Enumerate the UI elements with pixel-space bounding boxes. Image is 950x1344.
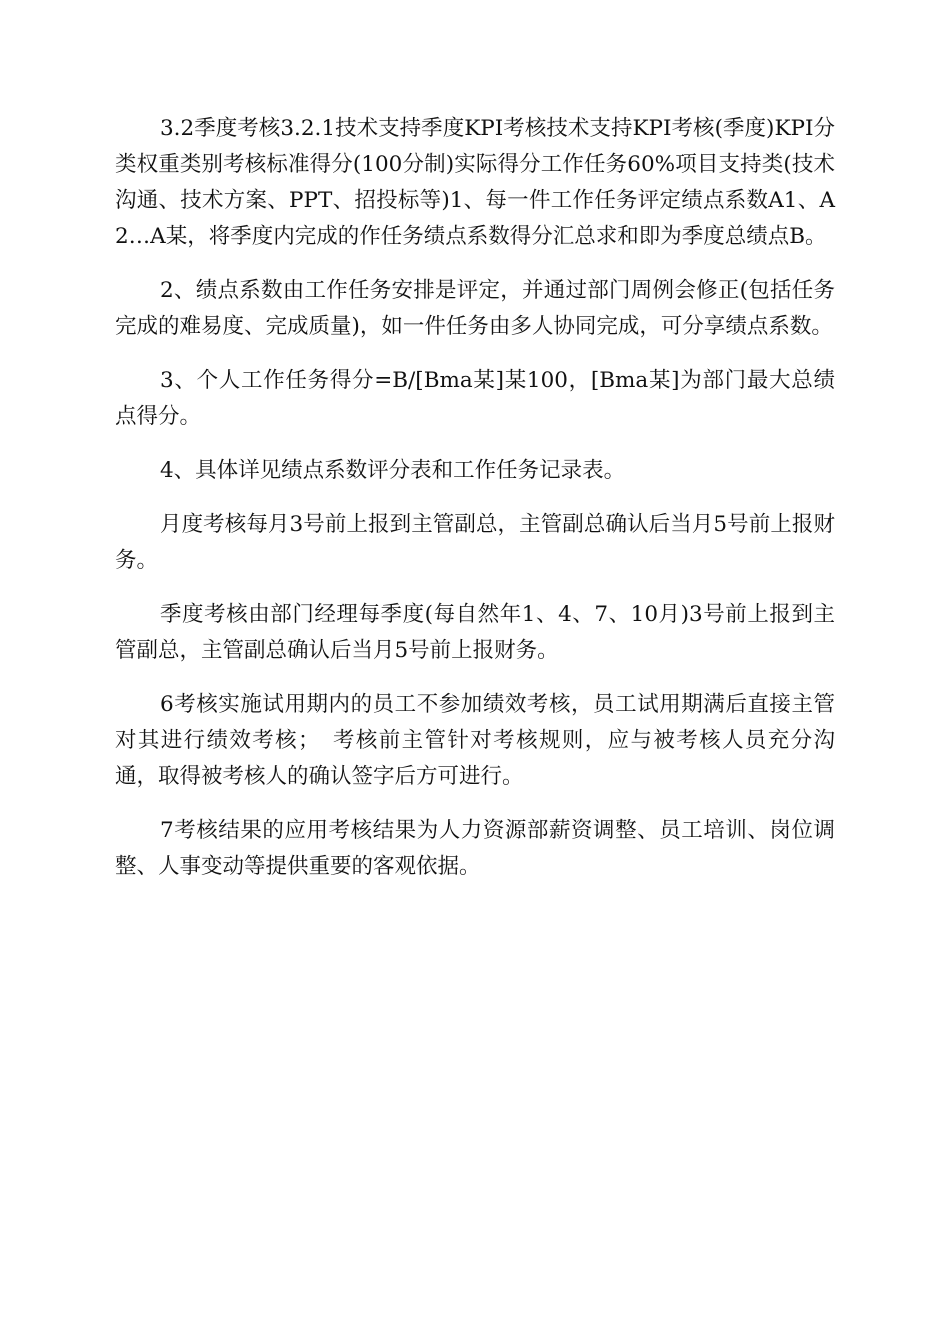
- document-body: [115, 111, 835, 903]
- paragraph-monthly-report: 月度考核每月3号前上报到主管副总，主管副总确认后当月5号前上报财务。: [115, 512, 835, 573]
- paragraph-quarterly-kpi: 3.2季度考核3.2.1技术支持季度KPI考核技术支持KPI考核(季度)KPI分类权重类别考核标准得分(100分制)实际得分工作任务60%项目支持类(技术沟通、技术方案、PPT、招投标等)1、每一件工作任务评定绩点系数A1、A2…A某，将季度内完成的作任务绩点系数得分汇总求和即为季度总绩点B。: [115, 116, 835, 249]
- paragraph-task-score-formula: 3、个人工作任务得分=B/[Bma某]某100，[Bma某]为部门最大总绩点得分。: [115, 368, 835, 429]
- paragraph-result-application: 7考核结果的应用考核结果为人力资源部薪资调整、员工培训、岗位调整、人事变动等提供重要的客观依据。: [115, 818, 835, 879]
- paragraph-grade-coefficient: 2、绩点系数由工作任务安排是评定，并通过部门周例会修正(包括任务完成的难易度、完成质量)，如一件任务由多人协同完成，可分享绩点系数。: [115, 278, 835, 339]
- paragraph-implementation: 6考核实施试用期内的员工不参加绩效考核，员工试用期满后直接主管对其进行绩效考核； 考核前主管针对考核规则，应与被考核人员充分沟通，取得被考核人的确认签字后方可进行。: [115, 692, 835, 789]
- paragraph-details-reference: 4、具体详见绩点系数评分表和工作任务记录表。: [160, 458, 626, 483]
- paragraph-quarterly-report: 季度考核由部门经理每季度(每自然年1、4、7、10月)3号前上报到主管副总，主管副总确认后当月5号前上报财务。: [115, 602, 835, 663]
